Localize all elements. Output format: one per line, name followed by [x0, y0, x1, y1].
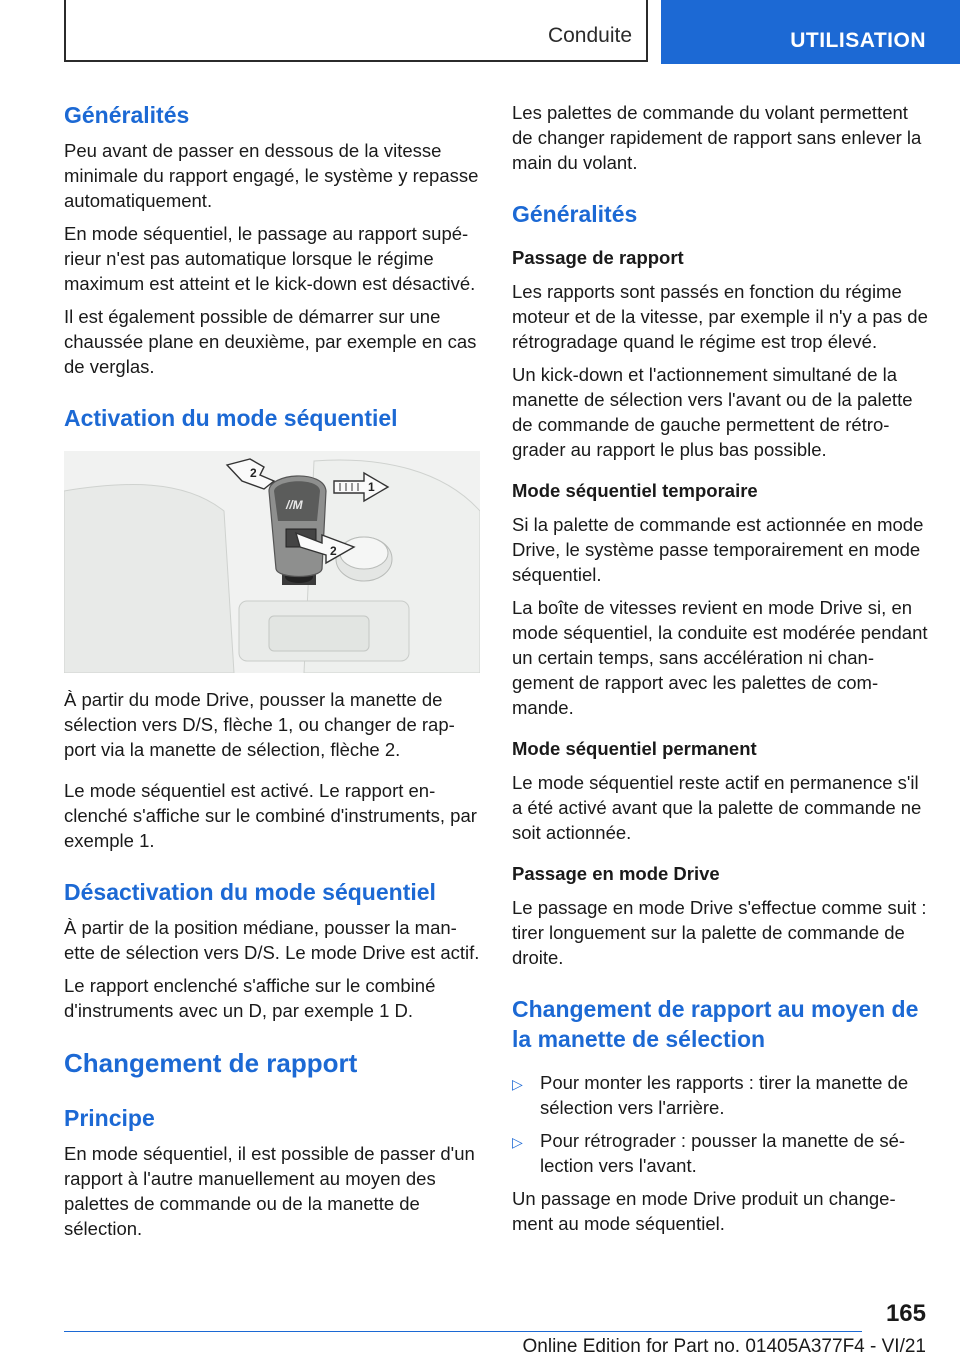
- gear-selector-drawing: [64, 451, 480, 673]
- arrow-2-bottom-label: 2: [330, 544, 337, 558]
- arrow-1-label: 1: [368, 480, 375, 494]
- paragraph: À partir du mode Drive, pousser la manette de sélection vers D/S, flèche 1, ou changer de rapport via la manette de sélection, flèche 2.: [64, 689, 455, 760]
- paragraph: En mode séquentiel, il est possible de passer d'un rapport à l'autre manuellement au moyen des palettes de commande ou de la manette de sélection.: [64, 1143, 475, 1239]
- triangle-bullet-icon: ▷: [512, 1134, 523, 1150]
- paragraph: À partir de la position médiane, pousser la manette de sélection vers D/S. Le mode Drive est actif.: [64, 917, 480, 963]
- subheading-mode-temporaire: Mode séquentiel temporaire: [512, 480, 758, 501]
- paragraph: Si la palette de commande est actionnée en mode Drive, le système passe temporairement en mode séquentiel.: [512, 514, 924, 585]
- header-chapter: UTILISATION: [790, 29, 926, 52]
- arrow-2-top-label: 2: [250, 466, 257, 480]
- subheading-passage-drive: Passage en mode Drive: [512, 863, 720, 884]
- header-chapter-tab: [661, 0, 960, 64]
- heading-principe: Principe: [64, 1105, 155, 1131]
- paragraph: Les rapports sont passés en fonction du régime moteur et de la vitesse, par exemple il n'y a pas de rétrogradage quand le régime est trop élevé.: [512, 281, 928, 352]
- header-section-box: [64, 0, 648, 62]
- heading-changement-rapport: Changement de rapport: [64, 1048, 358, 1078]
- heading-desactivation: Désactivation du mode séquentiel: [64, 879, 436, 905]
- page-number: 165: [885, 1300, 926, 1327]
- paragraph: En mode séquentiel, le passage au rapport supérieur n'est pas automatique lorsque le régime maximum est atteint et le kick-down est désactivé.: [64, 223, 476, 294]
- subheading-passage-rapport: Passage de rapport: [512, 247, 684, 268]
- paragraph: Le passage en mode Drive s'effectue comme suit : tirer longuement sur la palette de commande de droite.: [512, 897, 927, 968]
- header-section: Conduite: [547, 24, 632, 47]
- paragraph: Peu avant de passer en dessous de la vitesse minimale du rapport engagé, le système y repasse automatiquement.: [64, 140, 479, 211]
- heading-activation: Activation du mode séquentiel: [64, 405, 398, 431]
- paragraph: Il est également possible de démarrer sur une chaussée plane en deuxième, par exemple en cas de verglas.: [64, 306, 477, 377]
- paragraph: Le mode séquentiel est activé. Le rapport enclenché s'affiche sur le combiné d'instruments, par exemple 1.: [64, 780, 477, 851]
- paragraph: Le rapport enclenché s'affiche sur le combiné d'instruments avec un D, par exemple 1 D.: [64, 975, 436, 1021]
- heading-generalites: Généralités: [64, 102, 190, 128]
- paragraph: Les palettes de commande du volant permettent de changer rapidement de rapport sans enlever la main du volant.: [512, 102, 922, 173]
- gear-selector-illustration: [64, 451, 480, 673]
- left-column: [64, 100, 480, 1241]
- list-item: ▷ Pour rétrograder : pousser la manette de sélection vers l'avant.: [512, 1130, 906, 1176]
- footer-edition: Online Edition for Part no. 01405A377F4 - VI/21: [522, 1336, 926, 1357]
- triangle-bullet-icon: ▷: [512, 1076, 523, 1092]
- heading-changement-manette: Changement de rapport au moyen de la manette de sélection: [512, 996, 919, 1052]
- paragraph: Un passage en mode Drive produit un changement au mode séquentiel.: [512, 1188, 896, 1234]
- heading-generalites-2: Généralités: [512, 201, 638, 227]
- paragraph: Un kick-down et l'actionnement simultané de la manette de sélection vers l'avant ou de la palette de commande de gauche permettent de rétrograder au rapport le plus bas possible.: [512, 364, 913, 460]
- subheading-mode-permanent: Mode séquentiel permanent: [512, 738, 757, 759]
- svg-text://M: //M: [286, 498, 303, 512]
- list-item: ▷ Pour monter les rapports : tirer la manette de sélection vers l'arrière.: [512, 1072, 909, 1118]
- paragraph: La boîte de vitesses revient en mode Drive si, en mode séquentiel, la conduite est modérée pendant un certain temps, sans accélération ni changement de rapport avec les palettes de commande.: [512, 597, 928, 718]
- footer-divider: [64, 1331, 862, 1332]
- paragraph: Le mode séquentiel reste actif en permanence s'il a été activé avant que la palette de commande ne soit actionnée.: [512, 772, 922, 843]
- right-column: [512, 100, 928, 1236]
